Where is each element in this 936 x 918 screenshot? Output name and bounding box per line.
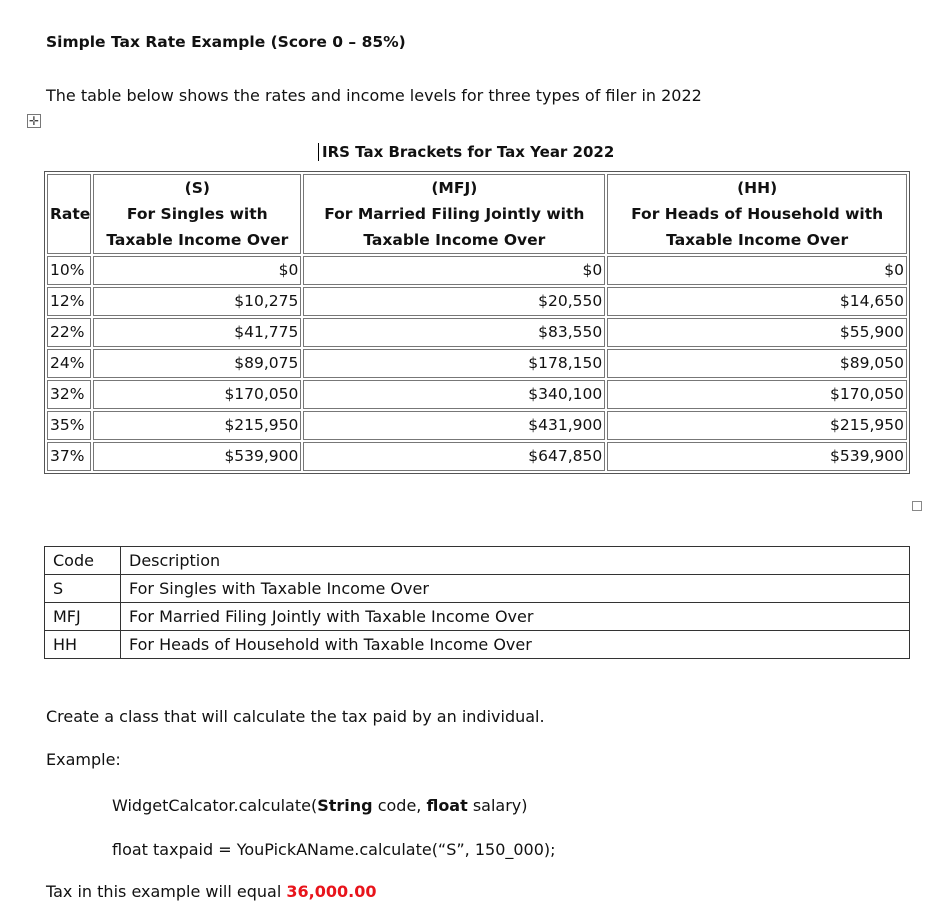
table-row [45,575,910,603]
result-line [46,882,376,901]
rate-cell: 32% [47,380,91,409]
header-hh-line2: Taxable Income Over [666,231,849,249]
code-table-header-row [45,547,910,575]
mfj-cell: $340,100 [303,380,605,409]
signature-prefix: WidgetCalcator.calculate( [112,796,318,815]
mfj-cell: $178,150 [303,349,605,378]
tax-table-header-row [47,174,907,254]
rate-cell: 37% [47,442,91,471]
description-cell: For Singles with Taxable Income Over [121,575,910,603]
tax-brackets-table [44,171,910,474]
rate-cell: 22% [47,318,91,347]
singles-cell: $215,950 [93,411,301,440]
table-row [47,380,907,409]
signature-type-string: String [317,796,373,815]
description-cell: For Heads of Household with Taxable Income Over [121,631,910,659]
table-row [47,411,907,440]
description-cell: For Married Filing Jointly with Taxable Income Over [121,603,910,631]
rate-cell: 10% [47,256,91,285]
hh-cell: $215,950 [607,411,907,440]
table-resize-handle[interactable] [912,501,922,511]
header-mfj-code: (MFJ) [431,179,478,197]
rate-cell: 35% [47,411,91,440]
result-prefix: Tax in this example will equal [46,882,287,901]
hh-cell: $539,900 [607,442,907,471]
header-head-of-household [607,174,907,254]
table-row [47,442,907,471]
header-singles-line1: For Singles with [126,205,268,223]
code-cell: HH [45,631,121,659]
singles-cell: $89,075 [93,349,301,378]
header-rate: Rate [47,174,91,254]
header-mfj-line1: For Married Filing Jointly with [324,205,585,223]
header-married-jointly [303,174,605,254]
description-header: Description [121,547,910,575]
mfj-cell: $20,550 [303,287,605,316]
table-row [47,349,907,378]
singles-cell: $170,050 [93,380,301,409]
example-call: float taxpaid = YouPickAName.calculate(“S”, 150_000); [112,840,556,859]
rate-cell: 12% [47,287,91,316]
singles-cell: $0 [93,256,301,285]
result-value: 36,000.00 [286,882,377,901]
code-cell: S [45,575,121,603]
mfj-cell: $0 [303,256,605,285]
intro-paragraph: The table below shows the rates and income levels for three types of filer in 2022 [46,86,702,105]
rate-cell: 24% [47,349,91,378]
task-paragraph: Create a class that will calculate the tax paid by an individual. [46,707,545,726]
signature-param-salary: salary) [467,796,528,815]
header-singles-code: (S) [184,179,210,197]
table-row [45,631,910,659]
method-signature [112,796,528,815]
code-header: Code [45,547,121,575]
table-row [45,603,910,631]
mfj-cell: $647,850 [303,442,605,471]
hh-cell: $170,050 [607,380,907,409]
hh-cell: $89,050 [607,349,907,378]
example-label: Example: [46,750,121,769]
hh-cell: $0 [607,256,907,285]
table-row [47,256,907,285]
code-description-table [44,546,910,659]
header-hh-code: (HH) [737,179,778,197]
mfj-cell: $83,550 [303,318,605,347]
table-row [47,318,907,347]
code-cell: MFJ [45,603,121,631]
mfj-cell: $431,900 [303,411,605,440]
header-singles [93,174,301,254]
header-mfj-line2: Taxable Income Over [363,231,546,249]
singles-cell: $539,900 [93,442,301,471]
table-row [47,287,907,316]
singles-cell: $10,275 [93,287,301,316]
signature-type-float: float [426,796,468,815]
table-move-handle-icon[interactable]: ✛ [28,114,40,128]
signature-param-code: code, [372,796,427,815]
tax-table-caption: IRS Tax Brackets for Tax Year 2022 [318,143,614,161]
document-heading: Simple Tax Rate Example (Score 0 – 85%) [46,33,406,51]
hh-cell: $55,900 [607,318,907,347]
singles-cell: $41,775 [93,318,301,347]
header-singles-line2: Taxable Income Over [106,231,289,249]
header-hh-line1: For Heads of Household with [631,205,884,223]
hh-cell: $14,650 [607,287,907,316]
